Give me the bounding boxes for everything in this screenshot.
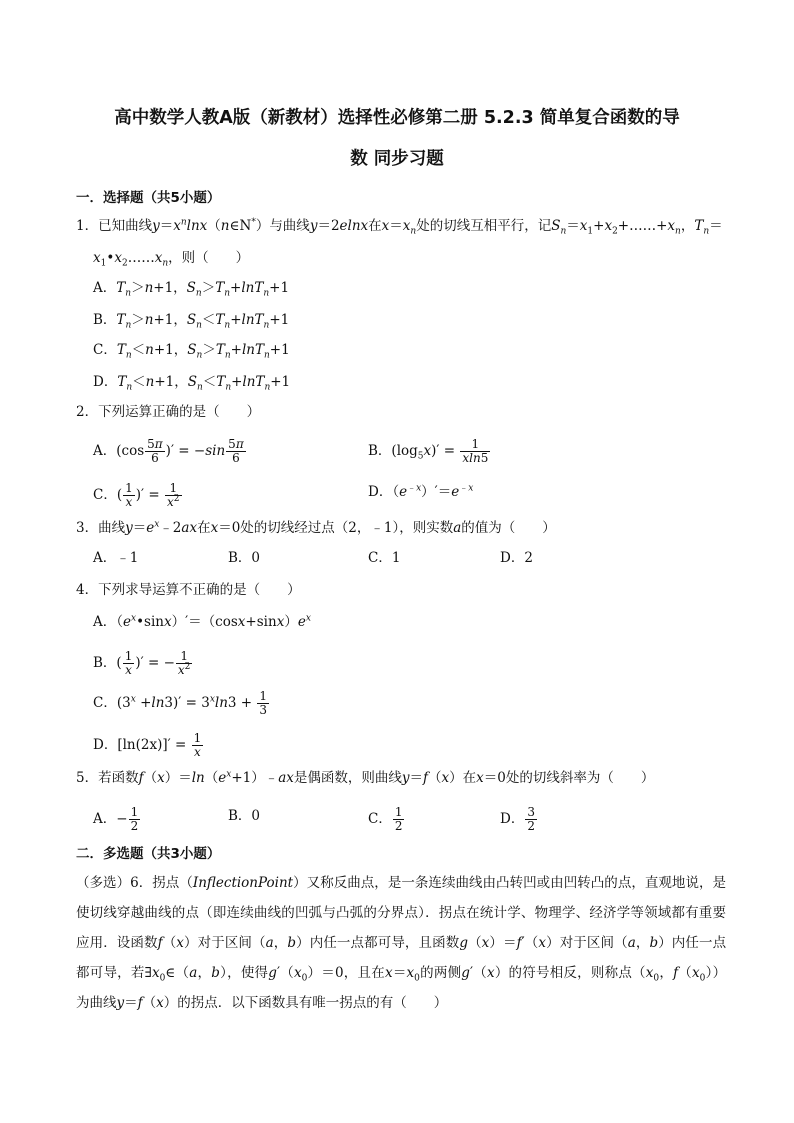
- question-4-option-a[interactable]: A．$(e^x•\sin x)'=(\cos x+\sin x)e^x$: [93, 613, 311, 630]
- question-3-option-a[interactable]: A．﹣1: [93, 550, 139, 566]
- question-2-option-a[interactable]: A．(cos $\frac{5\pi}{6}$ )′ = −sin $\frac{5\pi}{6}$: [93, 437, 244, 465]
- question-3-option-d[interactable]: D．2: [500, 550, 533, 566]
- question-4-option-c[interactable]: C．$(3^x +\ln 3)' = 3^x\ln 3$ + $\frac{1}{3}$: [93, 689, 268, 717]
- question-6-stem: （多选）6．拐点（InflectionPoint）又称反曲点，是一条连续曲线由凸转凹或由凹转凸的点，直观地说，是使切线穿越曲线的点（即连续曲线的凹弧与凸弧的分界点）．拐点在统计学、物理学、经济学等领域都有重要应用．设函数f（x）对于区间（a，b）内任一点都可导，且函数g（x）＝f′（x）对于区间（a，b）内任一点都可导，若$\exists x_0\in(a$，b），使得$g'(x_0)=0$，且在$x=x_0$的两侧g′（x）的符号相反，则称点（$x_0$，$f(x_0)$）为曲线y＝f（x）的拐点．以下函数具有唯一拐点的有（ ）: [76, 875, 727, 1011]
- question-5-option-a[interactable]: A．− $\frac{1}{2}$: [93, 805, 139, 833]
- question-4-option-d[interactable]: D．[ln(2x)]′ = $\frac{1}{x}$: [93, 731, 202, 759]
- page-title-line1: 高中数学人教A版（新教材）选择性必修第二册 5.2.3 简单复合函数的导: [114, 108, 680, 128]
- question-2-stem: 2．下列运算正确的是（ ）: [76, 404, 261, 420]
- question-3-stem: 3．曲线$y=e^x﹣2ax$在x＝0处的切线经过点（2，﹣1），则实数a的值为（ ）: [76, 519, 556, 536]
- question-5-option-c[interactable]: C． $\frac{1}{2}$: [368, 805, 403, 833]
- question-2-option-b[interactable]: B．$(\log_5x)'$ = $\frac{1}{xln5}$: [368, 437, 489, 465]
- question-2-option-d[interactable]: D．$(e^{﹣x})'=e^{﹣x}$: [368, 483, 474, 500]
- question-3-option-c[interactable]: C．1: [368, 550, 401, 566]
- question-3-option-b[interactable]: B．0: [228, 550, 261, 566]
- question-1-option-b[interactable]: B．$T_n>n+1$，$S_n<T_n+\ln T_n+1$: [93, 312, 290, 331]
- question-2-option-c[interactable]: C．( $\frac{1}{x}$ )′ = $\frac{1}{x^2}$: [93, 481, 180, 509]
- question-4-option-b[interactable]: B．( $\frac{1}{x}$ )′ = − $\frac{1}{x^2}$: [93, 649, 191, 677]
- section-heading-multi: 二．多选题（共3小题）: [76, 846, 221, 862]
- section-heading-choice: 一．选择题（共5小题）: [76, 190, 221, 206]
- question-5-stem: 5．若函数$f(x)=\ln(e^x+1)﹣ax$是偶函数，则曲线y＝f（x）在x＝0处的切线斜率为（ ）: [76, 769, 655, 786]
- question-4-stem: 4．下列求导运算不正确的是（ ）: [76, 582, 301, 598]
- question-1-stem: 1．已知曲线$y=x^n\ln x(n\in N^*)$与曲线y＝2elnx在$x=x_n$处的切线互相平行，记$S_n=x_1+x_2+\dots\dots+x_n$，$T_n=$: [76, 217, 723, 237]
- question-1-option-a[interactable]: A．$T_n>n+1$，$S_n>T_n+\ln T_n+1$: [93, 280, 290, 299]
- question-1-option-d[interactable]: D．$T_n<n+1$，$S_n<T_n+\ln T_n+1$: [93, 374, 291, 393]
- page-title-line2: 数 同步习题: [350, 149, 444, 169]
- question-5-option-d[interactable]: D． $\frac{3}{2}$: [500, 805, 535, 833]
- question-1-stem-cont: $x_1•x_2\dots\dots x_n$，则（ ）: [93, 250, 250, 269]
- question-1-option-c[interactable]: C．$T_n<n+1$，$S_n>T_n+\ln T_n+1$: [93, 342, 290, 361]
- question-5-option-b[interactable]: B．0: [228, 808, 261, 824]
